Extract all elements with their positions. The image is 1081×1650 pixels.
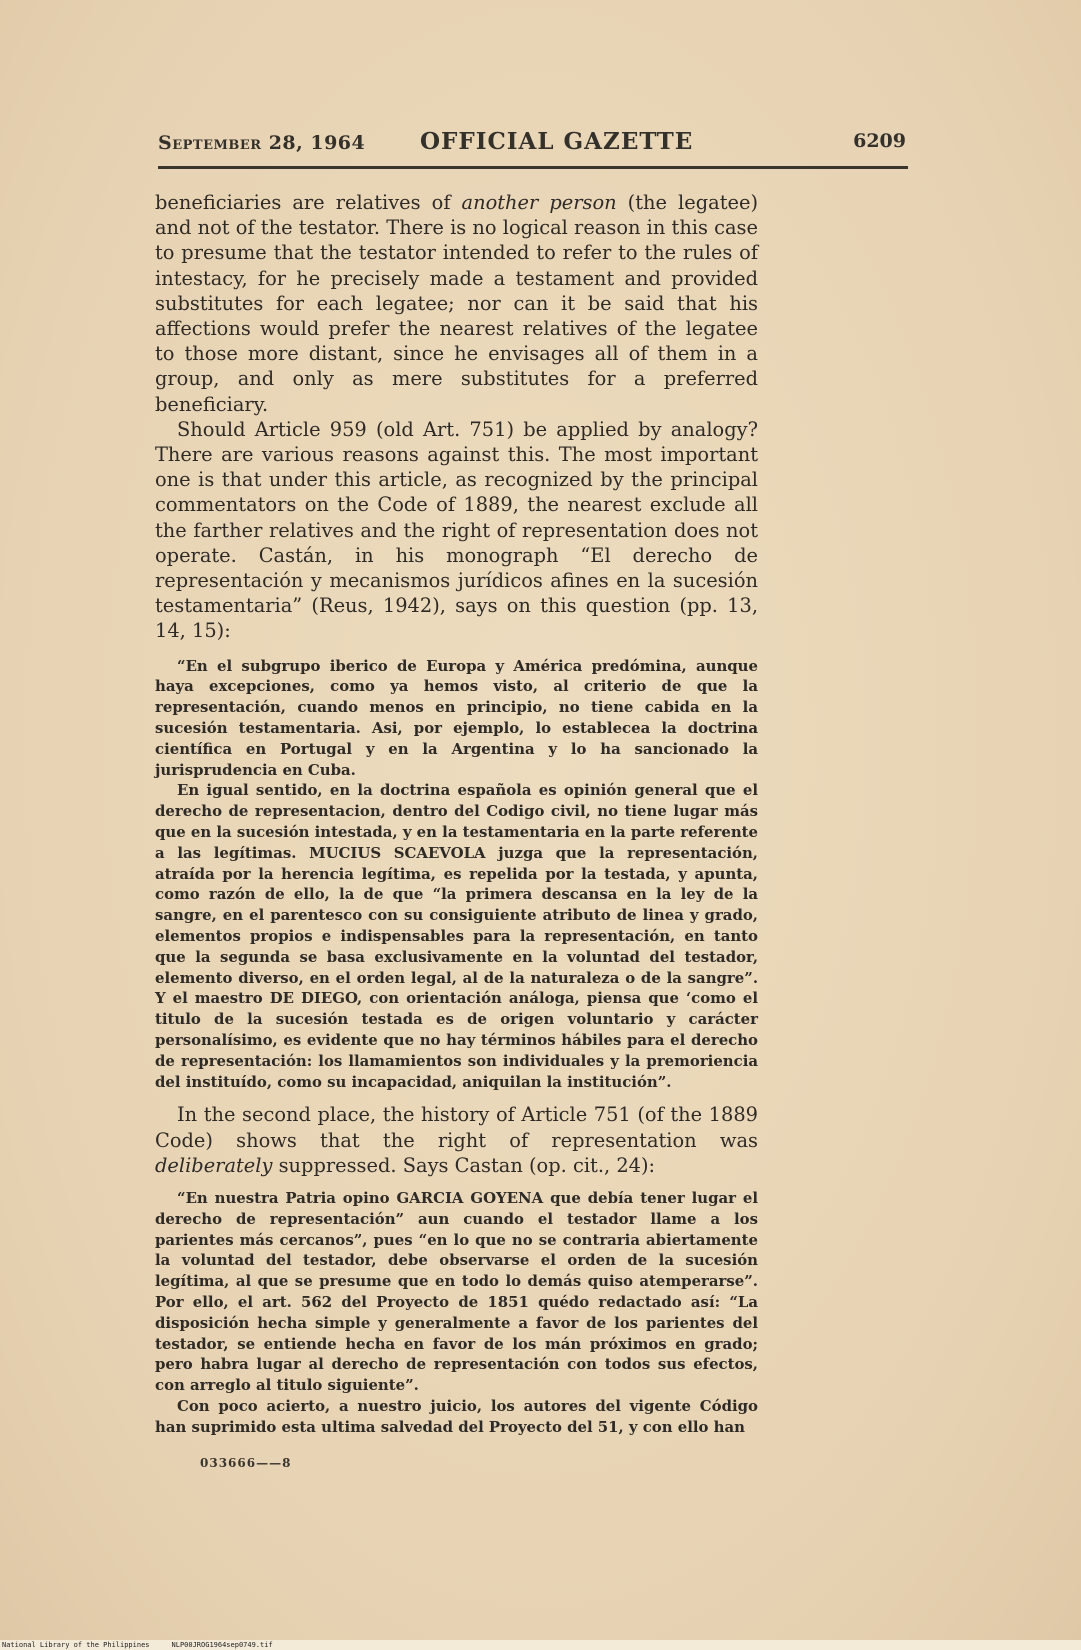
quote-2: En igual sentido, en la doctrina española es opinión general que el derecho de representacion, dentro del Codigo civil, no tiene lugar más que en la sucesión intestada, y en la testamentaria en la parte referente a las legítimas. MUCIUS SCAEVOLA juzga que la representación, atraída por la herencia legítima, es repelida por la testada, y apunta, como razón de ello, la de que “la primera descansa en la ley de la sangre, en el parentesco con su consiguiente atributo de linea y grado, elementos propios e indispensables para la representación, en tanto que la segunda se basa exclusivamente en la voluntad del testador, elemento diverso, en el orden legal, al de la naturaleza o de la sangre”. Y el maestro DE DIEGO, con orientación análoga, piensa que ‘como el titulo de la sucesión testada es de origen voluntario y carácter personalísimo, es evidente que no hay términos hábiles para el derecho de representación: los llamamientos son individuales y la premoriencia del instituído, como su incapacidad, aniquilan la institución”. [155, 781, 758, 1091]
paragraph-1-end: (the legatee) and not of the testator. There is no logical reason in this case to presume that the testator intended to refer to the rules of intestacy, for he precisely made a testament and provided substitutes for each legatee; nor can it be said that his affections would prefer the nearest relatives of the legatee to those more distant, since he envisages all of them in a group, and only as mere substitutes for a preferred beneficiary. [155, 191, 759, 416]
header-rule [158, 166, 908, 169]
main-text [155, 190, 758, 1438]
footer-library: National Library of the Philippines [2, 1641, 150, 1649]
header-page-number: 6209 [853, 130, 906, 152]
quote-3: “En nuestra Patria opino GARCIA GOYENA que debía tener lugar el derecho de representación” aun cuando el testador llame a los parientes más cercanos”, pues “en lo que no se contraria abiertamente la voluntad del testador, debe observarse el orden de la sucesión legítima, al que se presume que en todo lo demás quiso atemperarse”. Por ello, el art. 562 del Proyecto de 1851 quédo redactado así: “La disposición hecha simple y generalmente a favor de los parientes del testador, se entiende hecha en favor de los mán próximos en grado; pero habra lugar al derecho de representación con todos sus efectos, con arreglo al titulo siguiente”. [155, 1189, 758, 1395]
paragraph-3-end: suppressed. Says Castan (op. cit., 24): [272, 1153, 656, 1177]
paragraph-1 [155, 190, 758, 417]
footer-file: NLP00JROG1964sep0749.tif [171, 1641, 273, 1649]
paragraph-1-emphasis: another person [461, 191, 617, 214]
page-header [158, 128, 906, 168]
scan-footer [0, 1640, 1081, 1650]
paragraph-3 [155, 1102, 758, 1178]
header-title: OFFICIAL GAZETTE [420, 128, 694, 155]
header-date: September 28, 1964 [158, 132, 366, 154]
print-code: 033666——8 [200, 1456, 292, 1470]
paragraph-2: Should Article 959 (old Art. 751) be applied by analogy? There are various reasons against this. The most important one is that under this article, as recognized by the principal commentators on the Code of 1889, the nearest exclude all the farther relatives and the right of representation does not operate. Castán, in his monograph “El derecho de representación y mecanismos jurídicos afines en la sucesión testamentaria” (Reus, 1942), says on this question (pp. 13, 14, 15): [155, 417, 758, 643]
paragraph-3-emphasis: deliberately [155, 1153, 273, 1177]
quote-1: “En el subgrupo iberico de Europa y América predómina, aunque haya excepciones, como ya hemos visto, al criterio de que la representación, cuando menos en principio, no tiene cabida en la sucesión testamentaria. Asi, por ejemplo, lo establecea la doctrina científica en Portugal y en la Argentina y lo ha sancionado la jurisprudencia en Cuba. [155, 656, 758, 779]
quote-4: Con poco acierto, a nuestro juicio, los autores del vigente Código han suprimido esta ultima salvedad del Proyecto del 51, y con ello han [155, 1396, 758, 1436]
paragraph-1-start: beneficiaries are relatives of [155, 191, 462, 214]
paragraph-3-start: In the second place, the history of Article 751 (of the 1889 Code) shows that the right of representation was [155, 1103, 758, 1152]
